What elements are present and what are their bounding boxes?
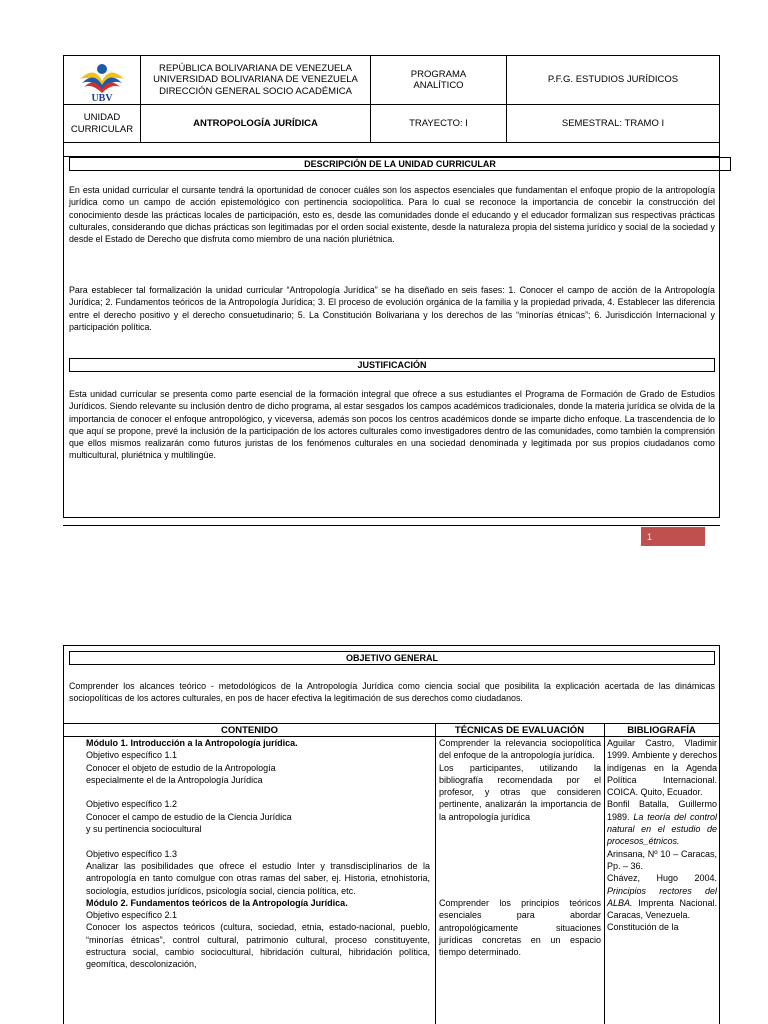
bib-3-author: Chávez, Hugo 2004. <box>607 873 717 884</box>
evaluacion-2: Los participantes, utilizando la bibliografía recomendada por el profesor, y otras que consideren pertinente, analizarán la importancia de la antropología jurídica <box>439 762 601 822</box>
svg-text:UBV: UBV <box>91 93 113 103</box>
tecnicas-column <box>439 737 601 1024</box>
semestral: SEMESTRAL: TRAMO I <box>561 117 665 129</box>
column-divider-2 <box>604 723 605 1024</box>
bib-2-title: La teoría del control natural en el estudio de procesos_étnicos. <box>607 811 717 847</box>
page-number: 1 <box>641 527 705 546</box>
objetivo-general-text: Comprender los alcances teórico - metodológicos de la Antropología Jurídica como ciencia social que posibilita la explicación acertada de las dinámicas sociopolíticas de los actores culturales, en pos de hacer efectiva la legitimación de sus derechos como ciudadanos. <box>69 681 715 704</box>
objetivo-1-3-label: Objetivo específico 1.3 <box>86 848 178 859</box>
institution-line-3: DIRECCIÓN GENERAL SOCIO ACADÉMICA <box>159 85 352 97</box>
ubv-logo-icon <box>72 57 132 103</box>
objetivo-1-2-line-1: Conocer el campo de estudio de la Ciencia Jurídica <box>86 811 292 822</box>
institution-names <box>141 56 371 104</box>
evaluacion-3: Comprender los principios teóricos esenciales para abordar antropológicamente situaciones jurídicas concretas en un espacio tiempo determinado. <box>439 898 601 958</box>
page-2 <box>63 645 720 1024</box>
ubv-logo <box>64 56 141 104</box>
objetivo-1-2-label: Objetivo específico 1.2 <box>86 799 178 810</box>
objetivo-1-2-line-2: y su pertinencia sociocultural <box>86 824 202 835</box>
bibliografia-4: Constitución de la <box>607 922 679 933</box>
header-contenido: CONTENIDO <box>64 723 435 737</box>
unidad-line-2: CURRICULAR <box>70 123 134 135</box>
bib-2-rest: Arinsana, Nº 10 – Caracas, Pp. – 36. <box>607 848 717 871</box>
institution-line-1: REPÚBLICA BOLIVARIANA DE VENEZUELA <box>158 62 353 74</box>
bib-3-title: Principios rectores del ALBA. <box>607 885 717 908</box>
bibliografia-column <box>607 737 717 1024</box>
objetivo-2-1-text: Conocer los aspectos teóricos (cultura, sociedad, etnia, estado-nacional, pueblo, “minorías étnicas”, control cultural, patrimonio cultural, proceso constituyente, estructura social, cambio sociocultural, hibridación cultural, hibridación política, geomítica, descolonización, <box>86 922 430 970</box>
justificacion-title: JUSTIFICACIÓN <box>69 358 715 372</box>
unidad-curricular-label <box>64 105 141 142</box>
descripcion-title: DESCRIPCIÓN DE LA UNIDAD CURRICULAR <box>69 157 731 171</box>
objetivo-general-title: OBJETIVO GENERAL <box>69 651 715 665</box>
bib-2-author: Bonfil Batalla, Guillermo 1989. <box>607 799 717 822</box>
bib-3-rest: Imprenta Nacional. Caracas, Venezuela. <box>607 897 717 921</box>
unidad-line-1: UNIDAD <box>83 112 121 124</box>
objetivo-1-1-line-2: especialmente el de la Antropología Jurídica <box>86 774 263 785</box>
modulo-1-title: Módulo 1. Introducción a la Antropología jurídica. <box>86 738 298 748</box>
programa-analitico <box>371 56 507 104</box>
descripcion-paragraph-2: Para establecer tal formalización la unidad curricular “Antropología Jurídica” se ha diseñado en seis fases: 1. Conocer el campo de acción de la Antropología Jurídica; 2. Fundamentos teóricos de la Antropología Jurídica; 3. El proceso de evolución orgánica de la familia y la propiedad privada, 4. Establecer las diferencia entre el derecho positivo y el derecho consuetudinario; 5. La Constitución Bolivariana y los derechos de las “minorías étnicas”; 6. Jurisdicción Internacional y participación política. <box>69 285 715 332</box>
objetivo-1-3-text: Analizar las posibilidades que ofrece el estudio Inter y transdisciplinarios de la antropología en tanto comulgue con otras ramas del saber, ej. Historia, etnohistoria, sociología, estudios jurídicos, psicología social, ciencia política, etc. <box>86 860 430 896</box>
bibliografia-1: Aguilar Castro, Vladimir 1999. Ambiente y derechos indígenas en la Agenda Política Internacional. COICA. Quito, Ecuador. <box>607 738 717 798</box>
programa-line-1: PROGRAMA <box>410 68 467 80</box>
bibliografia-2 <box>607 798 717 872</box>
header-tecnicas: TÉCNICAS DE EVALUACIÓN <box>435 723 604 737</box>
unit-row <box>64 105 719 143</box>
descripcion-paragraph-1: En esta unidad curricular el cursante tendrá la oportunidad de conocer cuáles son los aspectos esenciales que fundamentan el enfoque propio de la antropología jurídica como un campo de acción epistemológico con pertinencia sociopolítica. Para lo cual se reconoce la importancia de concebir la construcción del conocimiento desde las prácticas locales de participación, esto es, desde las comunidades donde el educando y el educador formalizan sus respectivas prácticas culturales, considerando que dichas prácticas son legitimadas por el orden social existente, desde la naturaleza propia del sistema jurídico y social de la sociedad y desde el Estado de Derecho que disfruta como miembro de una nación pluriétnica. <box>69 185 715 245</box>
page-footer-line <box>63 525 720 526</box>
page-1 <box>63 55 720 518</box>
objetivo-1-1-line-1: Conocer el objeto de estudio de la Antropología <box>86 762 276 773</box>
column-divider-1 <box>435 723 436 1024</box>
objetivo-1-1-label: Objetivo específico 1.1 <box>86 750 178 761</box>
header-bibliografia: BIBLIOGRAFÍA <box>604 723 719 737</box>
contenido-column <box>86 737 430 1024</box>
course-title: ANTROPOLOGÍA JURÍDICA <box>141 105 371 142</box>
trayecto: TRAYECTO: I <box>371 105 507 142</box>
pfg-title: P.F.G. ESTUDIOS JURÍDICOS <box>547 74 679 86</box>
institution-line-2: UNIVERSIDAD BOLIVARIANA DE VENEZUELA <box>153 74 358 86</box>
justificacion-paragraph: Esta unidad curricular se presenta como parte esencial de la formación integral que ofrece a sus estudiantes el Programa de Formación de Grado de Estudios Jurídicos. Siendo relevante su inclusión dentro de dicho programa, al estar sesgados los campos académicos tradicionales, donde la materia jurídica se olvida de la importancia de conocer el enfoque antropológico, y viceversa, además son pocos los centros académicos donde se imparte dicho enfoque. La trascendencia de lo que aquí se propone, prevé la inclusión de la participación de los actores culturales como investigadores dentro de las comunidades, como también la comprensión que ellos mismos realizarán como futuros juristas de los fenómenos culturales en una sociedad denominada y legitimada por sus propios ciudadanos como multicultural, pluriétnica y multilingüe. <box>69 389 715 461</box>
bibliografia-3 <box>607 872 717 921</box>
header-row <box>64 56 719 105</box>
evaluacion-1: Comprender la relevancia sociopolítica del enfoque de la antropología jurídica. <box>439 738 601 761</box>
programa-line-2: ANALÍTICO <box>413 80 464 91</box>
objetivo-2-1-label: Objetivo específico 2.1 <box>86 910 178 921</box>
modulo-2-title: Módulo 2. Fundamentos teóricos de la Antropología Jurídica. <box>86 897 348 908</box>
